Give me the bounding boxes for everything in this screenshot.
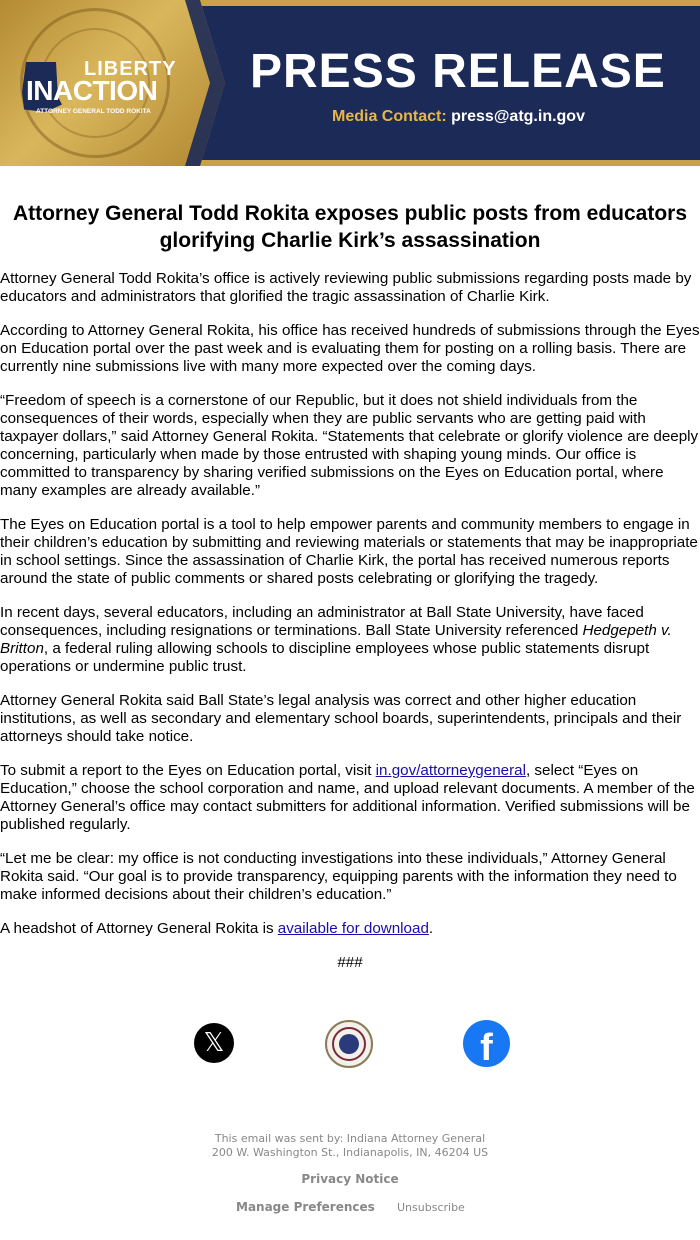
media-contact <box>332 108 585 126</box>
liberty-in-action-logo <box>22 58 182 118</box>
paragraph <box>0 762 700 834</box>
text-span: To submit a report to the Eyes on Education portal, visit <box>0 762 376 779</box>
logo-subtitle: ATTORNEY GENERAL TODD ROKITA <box>36 108 151 115</box>
press-release-banner <box>0 0 700 166</box>
paragraph: Attorney General Rokita said Ball State’s legal analysis was correct and other higher education institutions, as well as secondary and elementary school boards, superintendents, principals and their attorneys should take notice. <box>0 692 682 745</box>
headshot-download-link[interactable]: available for download <box>277 920 429 937</box>
footer-sender <box>0 1132 700 1160</box>
article-body <box>0 270 700 988</box>
text-span: , a federal ruling allowing schools to discipline employees whose public statements disrupt operations or undermine public trust. <box>0 640 650 675</box>
headline: Attorney General Todd Rokita exposes public posts from educators glorifying Charlie Kirk’s assassination <box>12 202 688 252</box>
unsubscribe-link[interactable]: Unsubscribe <box>397 1201 465 1214</box>
logo-inaction <box>26 75 157 107</box>
manage-preferences-link[interactable]: Manage Preferences <box>236 1200 375 1214</box>
logo-in: IN <box>26 75 53 106</box>
footer-address: 200 W. Washington St., Indianapolis, IN, 46204 US <box>211 1146 489 1159</box>
social-links <box>0 1020 700 1070</box>
paragraph: The Eyes on Education portal is a tool to help empower parents and community members to engage in their children’s education by submitting and reviewing materials or statements that may be inappropriate in school settings. Since the assassination of Charlie Kirk, the portal has received numerous reports around the state of public comments or shared posts celebrating or glorifying the tragedy. <box>0 516 698 587</box>
text-span: A headshot of Attorney General Rokita is <box>0 920 278 937</box>
x-twitter-icon[interactable]: 𝕏 <box>194 1023 234 1063</box>
paragraph: According to Attorney General Rokita, his office has received hundreds of submissions through the Eyes on Education portal over the past week and is evaluating them for posting on a rolling basis. There are currently nine submissions live with many more expected over the coming days. <box>0 322 700 375</box>
banner-title: PRESS RELEASE <box>250 45 666 98</box>
privacy-notice-link[interactable]: Privacy Notice <box>301 1172 399 1186</box>
text-span: , select “Eyes on Education,” choose the school corporation and name, and upload relevant documents. A member of the Attorney General’s office may contact submitters for additional information. Verified submissions will be published regularly. <box>0 762 695 833</box>
attorney-general-link[interactable]: in.gov/attorneygeneral <box>375 762 526 779</box>
text-span: . <box>428 920 434 937</box>
logo-action: ACTION <box>53 75 158 106</box>
logo-liberty: LIBERTY <box>84 58 177 80</box>
text-span: In recent days, several educators, including an administrator at Ball State University, have faced consequences, including resignations or terminations. Ball State University referenced <box>0 604 644 639</box>
end-mark: ### <box>337 954 363 971</box>
facebook-icon[interactable]: f <box>463 1020 510 1067</box>
case-name: Hedgepeth v. Britton <box>0 622 672 657</box>
footer-sent-by: This email was sent by: Indiana Attorney General <box>214 1132 486 1145</box>
paragraph <box>0 920 700 938</box>
paragraph: Attorney General Todd Rokita’s office is actively reviewing public submissions regarding posts made by educators and administrators that glorified the tragic assassination of Charlie Kirk. <box>0 270 692 305</box>
quote-paragraph: “Freedom of speech is a cornerstone of our Republic, but it does not shield individuals from the consequences of their words, especially when they are public servants who are getting paid with taxpayer dollars,” said Attorney General Rokita. “Statements that celebrate or glorify violence are deeply concerning, particularly when made by those entrusted with shaping young minds. Our office is committed to transparency by sharing verified submissions on the Eyes on Education portal, where many examples are already available.” <box>0 392 699 499</box>
media-contact-email[interactable]: press@atg.in.gov <box>451 108 585 125</box>
seal-core <box>339 1034 359 1054</box>
media-contact-label: Media Contact: <box>332 108 447 125</box>
paragraph <box>0 604 700 676</box>
quote-paragraph: “Let me be clear: my office is not conducting investigations into these individuals,” Attorney General Rokita said. “Our goal is to provide transparency, equipping parents with the information they need to make informed decisions about their children’s education.” <box>0 850 677 903</box>
attorney-general-seal-icon[interactable] <box>325 1020 373 1068</box>
